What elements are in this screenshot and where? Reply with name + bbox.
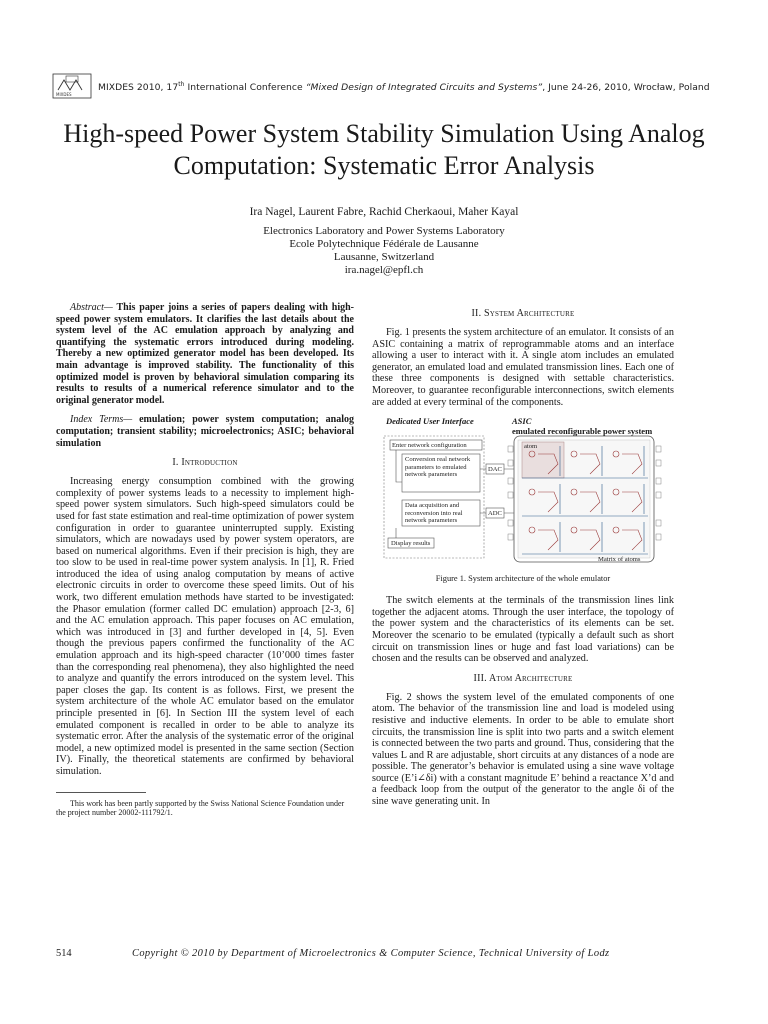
footnote-rule (56, 792, 146, 793)
svg-text:MIXDES: MIXDES (56, 92, 72, 97)
system-architecture-text: Fig. 1 presents the system architecture of an emulator. It consists of an ASIC containing a matrix of reprogrammable atoms and an interface allowing a user to interact with it. A single atom includes an emulated generator, an emulated load and emulated transmission lines. Each one of these three components is designed with settable characteristics. Moreover, to guarantee reconfigurable interconnections, switch elements are added at every terminal of the components. (372, 327, 674, 408)
affiliation-line: Ecole Polytechnique Fédérale de Lausanne (289, 238, 479, 250)
atom-architecture-text: Fig. 2 shows the system level of the emulated components of one atom. The behavior of the transmission line and load is modeled using resistive and inductive elements. In order to be able to emulate short circuits, the transmission line is split into two parts and a switch element is connected between the two parts and ground. Thus, considering that the values L and R are adjustable, short circuits at any distances of a node are possible. The generator’s behavior is emulated using a sine wave voltage source (E’i∠δi) with a constant magnitude E’ behind a reactance X’d and a feedback loop from the output of the generator to the angle δi of the sine wave generating unit. In (372, 691, 674, 808)
figure-label-asic: ASIC emulated reconfigurable power system (512, 416, 653, 437)
section-heading-system-architecture: II. System Architecture (471, 308, 575, 319)
section-heading-atom-architecture: III. Atom Architecture (473, 672, 573, 684)
figure-label-atom: atom (524, 443, 538, 451)
author-block (40, 206, 728, 277)
figure-box-acquisition: Data acquisition and reconversion into real network parameters (405, 502, 463, 525)
figure-box-conversion: Conversion real network parameters to emulated network parameters (405, 456, 471, 479)
affiliation-line: Electronics Laboratory and Power Systems Laboratory (263, 225, 505, 237)
mixdes-logo-icon (52, 72, 92, 100)
author-names: Ira Nagel, Laurent Fabre, Rachid Cherkaoui, Maher Kayal (249, 206, 519, 218)
figure-box-display: Display results (391, 540, 431, 548)
figure-label-adc: ADC (488, 510, 502, 518)
paper-title: High-speed Power System Stability Simulation Using Analog Computation: Systematic Error Analysis (63, 119, 705, 180)
page-number: 514 (56, 948, 72, 959)
author-email: ira.nagel@epfl.ch (344, 264, 424, 276)
copyright-line: Copyright © 2010 by Department of Microelectronics & Computer Science, Technical University of Lodz (132, 948, 610, 959)
section-heading-introduction: I. Introduction (172, 457, 238, 469)
index-terms: Index Terms— emulation; power system computation; analog computation; transient stability; microelectronics; ASIC; behavioral simulation (56, 414, 355, 449)
conference-line: MIXDES 2010, 17th International Conference “Mixed Design of Integrated Circuits and Systems”, June 24-26, 2010, Wrocław, Poland (98, 81, 710, 94)
figure-box-enter-network: Enter network configuration (392, 442, 467, 450)
figure-system-architecture (372, 416, 674, 568)
figure-caption: Figure 1. System architecture of the whole emulator (435, 574, 611, 584)
figure-label-matrix: Matrix of atoms (598, 556, 641, 564)
figure-label-dac: DAC (488, 466, 502, 474)
introduction-text: Increasing energy consumption combined with the growing complexity of power systems leads to a necessity to implement high-speed power system simulators. Such high-speed simulators could be used for fast state estimation and real-time optimization of power system configuration in order to guarantee uninterrupted supply. Existing simulators, which are nowadays used by power system operators, are based on numerical algorithms. Even if their precision is high, they are too slow to be used in real-time power system analysis. In [1], R. Fried introduced the idea of using analog computation by means of active electronic circuits in order to overcome these speed limits. Out of his work, two different emulation methods have started to be investigated: the Phasor emulation (former called DC emulation) approach [2-3, 6] and the AC emulation approach. This paper focuses on AC emulation, which was introduced in [3] and further developed in [4, 5]. Even though the previous papers confirmed the functionality of the AC emulation approach and its high-speed character (10’000 times faster than the corresponding real phenomena), they also highlighted the need to analyze and quantify the errors introduced on the system level. This paper closes the gap. Its content is as follows. First, we present the system architecture of the whole AC emulator based on the emulator principle presented in [6]. In Section III the system level of each emulated component is recalled in order to be able to analyze its systematic error. After the analysis of the systematic error of the original model, a new optimized model is presented in the same section (Section IV). Finally, the theoretical statements are confirmed by behavioral simulation. (56, 476, 354, 777)
figure-label-user-interface: Dedicated User Interface (386, 416, 474, 427)
conference-header (52, 72, 742, 102)
affiliation-line: Lausanne, Switzerland (333, 251, 435, 263)
right-column (372, 302, 674, 816)
abstract: Abstract— This paper joins a series of papers dealing with high-speed power system emulators. It clarifies the last details about the system level of the AC emulation approach by analyzing and quantifying the systematic errors introduced during modeling. Thereby a new optimized generator model has been developed. Its main advantage is improved stability. The functionality of this optimized model is proven by behavioral simulation comparing its results to results of a numerical reference simulator and to the original generator model. (56, 302, 354, 406)
left-column (56, 302, 354, 818)
system-architecture-text-2: The switch elements at the terminals of the transmission lines link together the adjacent atoms. Through the user interface, the topology of the power system and the characteristics of its elements can be set. Moreover the scenario to be emulated (typically a default such as short circuit on transmission lines or huge and fast load variations) can be chosen and the results can be observed and analyzed. (372, 595, 674, 665)
funding-footnote: This work has been partly supported by the Swiss National Science Foundation under the project number 20002-111792/1. (56, 798, 345, 818)
